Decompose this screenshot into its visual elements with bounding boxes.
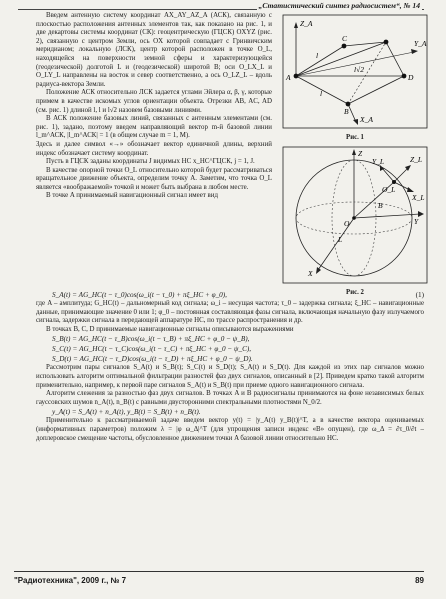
point-d — [402, 74, 407, 79]
label-z: Z — [358, 149, 363, 158]
axis-xl — [394, 182, 410, 190]
point-c — [342, 44, 347, 49]
label-xa: X_A — [360, 115, 373, 124]
arrow-y — [418, 211, 424, 217]
paragraph-7: В точке A принимаемый навигационный сигнал имеет вид — [46, 192, 218, 200]
arrow-z — [294, 22, 298, 28]
arrow-xl — [407, 187, 414, 192]
baseline-cd — [386, 42, 404, 76]
point-ol — [392, 180, 396, 184]
figure-1-caption: Рис. 1 — [346, 134, 364, 141]
running-header: „Статистический синтез радиосистем“, № 14 — [258, 1, 420, 10]
paragraph-11: Алгоритм слежения за разностью фаз двух сигналов. В точках A и B радиосигналы принимаются на фоне независимых белых гауссовских шумов n_A(t), n_B(t) с равными двусторонними спектральными плотностями N_0/2. — [36, 390, 424, 406]
equation-1-body: S_A(t) = AG_НС(t − τ_0)cos(ω_i(t − τ_0) + πξ_НС + φ_0), — [52, 291, 227, 299]
equation-1-number: (1) — [415, 291, 424, 299]
figure-2 — [282, 146, 428, 296]
journal-footer: "Радиотехника", 2009 г., № 7 — [14, 576, 127, 585]
paragraph-9: В точках B, C, D принимаемые навигационные сигналы описываются выражениями — [46, 325, 294, 333]
label-xl: X_L — [412, 193, 425, 202]
figure-1 — [282, 14, 428, 141]
label-d: D — [408, 73, 414, 82]
label-l1: l — [316, 51, 319, 60]
full-width-body — [36, 290, 424, 443]
label-l3: l√2 — [354, 65, 364, 74]
baseline-a-c2 — [296, 42, 386, 76]
paragraph-4: Здесь и далее символ «→» обозначает вектор единичной длины, верхний индекс обозначает систему координат. — [36, 140, 272, 157]
arrow-y — [411, 49, 418, 54]
label-b: B — [344, 107, 349, 116]
label-o: O — [344, 219, 350, 228]
point-b — [346, 102, 351, 107]
paragraph-8: где A – амплитуда; G_НС(t) – дальномерный код сигнала; ω_i – несущая частота; τ_0 – задержка сигнала; ξ_НС – навигационные данные, принимающие значение 0 или 1; φ_0 – постоянная составляющая фазы сигнала, включающая начальную фазу излучаемого сигнала, задержки сигнала в передающей аппаратуре НС, по трассе распространения и др. — [36, 300, 424, 325]
page-number: 89 — [415, 576, 424, 585]
label-yl: Y_L — [372, 157, 385, 166]
label-l: L — [338, 235, 343, 244]
paragraph-10: Рассмотрим пары сигналов S_A(t) и S_B(t); S_C(t) и S_D(t); S_A(t) и S_D(t). Для каждой из этих пар сигналов можно использовать алгоритм оптимальной фильтрации разностей фаз двух сигналов, описанный в [2]. Приведем кратко такой алгоритм применительно, например, к первой паре сигналов S_A(t) и S_B(t) при приеме одного навигационного сигнала. — [36, 364, 424, 389]
figure-1-diagram — [282, 14, 428, 129]
paragraph-5: Пусть в ГЦСК заданы координаты J видимых НС x_НС^ГЦСК, j = 1, J. — [46, 158, 255, 166]
label-za: Z_A — [300, 19, 313, 28]
point-o — [352, 216, 356, 220]
arrow-z — [352, 149, 356, 155]
label-y: Y — [414, 217, 419, 226]
footer-rule — [14, 571, 424, 572]
figure-2-diagram — [282, 146, 428, 284]
left-column — [36, 12, 272, 201]
paragraph-3: В АСК положение базовых линий, связанных с антенным элементами (см. рис. 1), задано, поэтому введем направляющий вектор m-й базовой линии l_m^АСК, |l_m^АСК| = 1 (в общем случае m = 1, M). — [36, 115, 272, 140]
equation-5: y_A(t) = S_A(t) + n_A(t), y_B(t) = S_B(t) + n_B(t). — [52, 408, 201, 417]
paragraph-12: Применительно к рассматриваемой задаче введем вектор y(t) = |y_A(t) y_B(t)|^T, а в качестве вектора оцениваемых (информативных параметров) положим λ = |φ ω_Δ|^T (для упрощения записи индекс «В» опущен), где ω_Δ = ∂τ_0/∂t – доплеровское смещение частоты, обусловленное движением точки A базовой линии относительно НС. — [36, 417, 424, 442]
label-zl: Z_L — [410, 155, 423, 164]
arrow-x — [353, 119, 358, 125]
paragraph-6: В качестве опорной точки O_L относительно которой будет рассматриваться вращательное движение объекта, определим точку A. Заметим, что точка O_L является «воображаемой» точкой и может быть выбрана в любом месте. — [36, 166, 272, 191]
axis-x — [348, 104, 356, 122]
label-b: B — [378, 201, 383, 210]
label-c: C — [342, 34, 348, 43]
axis-y — [354, 214, 420, 218]
axis-yl — [382, 168, 394, 182]
figure-2-caption: Рис. 2 — [346, 289, 364, 296]
point-c2 — [384, 40, 389, 45]
equation-2: S_B(t) = AG_НС(t − τ_B)cos(ω_i(t − τ_B) + πξ_НС + φ_0 − ψ_B), — [52, 335, 250, 344]
arrow-x — [316, 267, 321, 274]
axis-zl — [394, 168, 408, 182]
label-a: A — [286, 73, 291, 82]
equation-4: S_D(t) = AG_НС(t − τ_D)cos(ω_i(t − τ_D) + πξ_НС + φ_0 − ψ_D). — [52, 355, 253, 364]
paragraph-2: Положение АСК относительно ЛСК задается углами Эйлера α, β, γ, которые примем в качестве искомых углов ориентации объекта. Отрезки AB, AC, AD (см. рис. 1) длиной l, l и l√2 назовем базовыми линиями. — [36, 89, 272, 114]
equation-3: S_C(t) = AG_НС(t − τ_C)cos(ω_i(t − τ_C) + πξ_НС + φ_0 − ψ_C), — [52, 345, 252, 354]
equation-1 — [36, 290, 424, 300]
label-x: X — [308, 269, 313, 278]
paragraph-1: Введем антенную систему координат AX_AY_AZ_A (АСК), связанную с плоскостью расположения антенных элементов так, как показано на рис. 1, и две декартовы системы координат (СК): геоцентрическую (ГЦСК) OXYZ (рис. 2), связанную с центром Земли, ось OX которой совпадает с Гринвичским меридианом; локальную (ЛСК), центр которой расположен в точке O_L, находящейся на поверхности земной сферы и характеризующейся (геодезической) долготой L и (геодезической) широтой B; оси O_LX_L и O_LY_L направлены на восток и север соответственно, а ось O_LZ_L – вдоль радиуса-вектора Земли. — [36, 12, 272, 88]
point-a — [294, 74, 299, 79]
label-ya: Y_A — [414, 39, 427, 48]
label-l2: l — [320, 89, 323, 98]
label-ol: O_L — [382, 185, 396, 194]
